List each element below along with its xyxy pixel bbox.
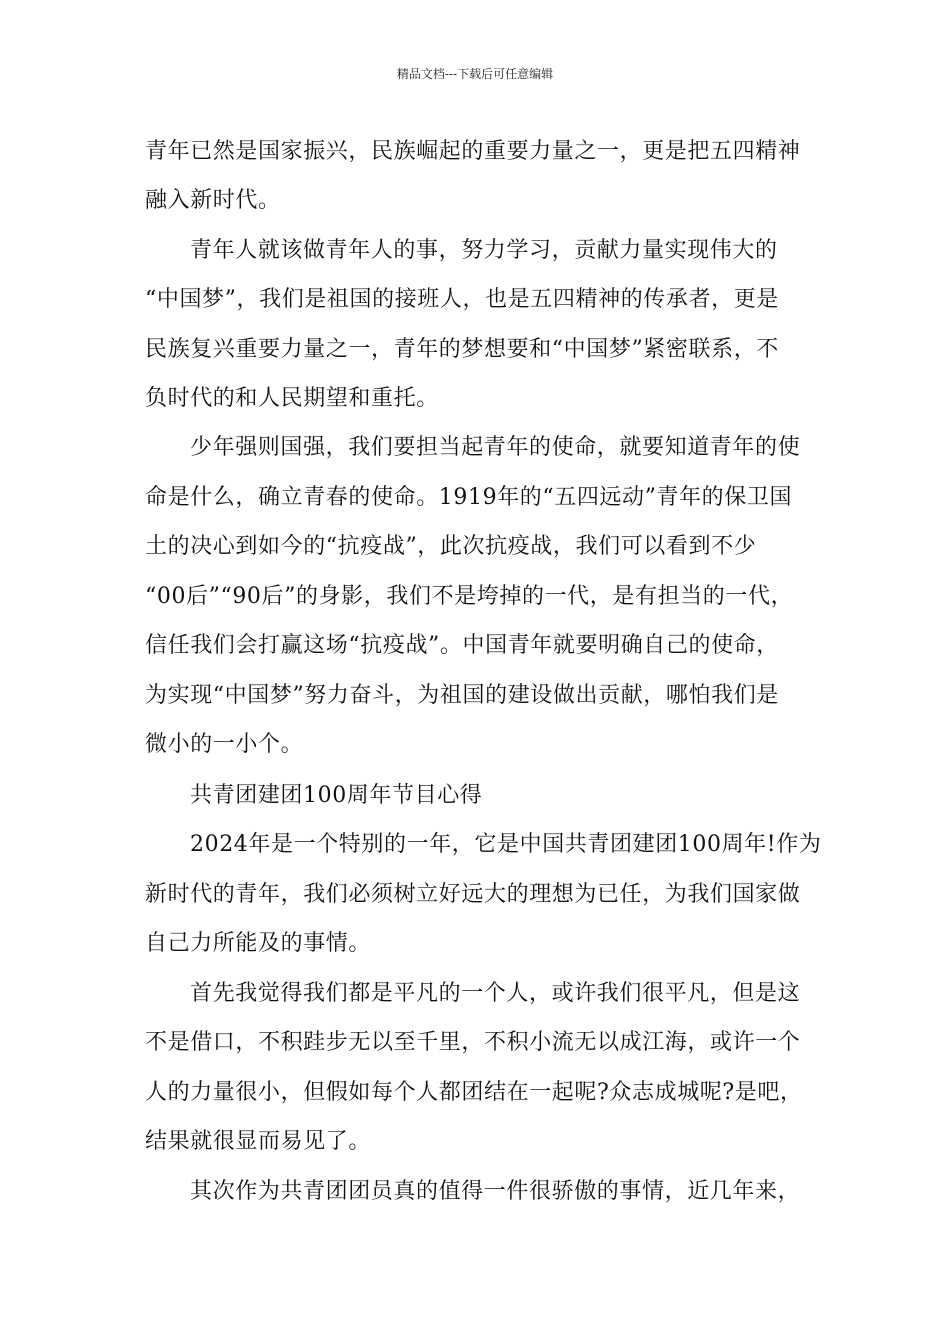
text-line: 2024年是一个特别的一年，它是中国共青团建团100周年!作为 xyxy=(190,832,822,857)
text-line: 融入新时代。 xyxy=(145,188,281,213)
text-line: 微小的一小个。 xyxy=(145,732,304,757)
text-line: 首先我觉得我们都是平凡的一个人，或许我们很平凡，但是这 xyxy=(190,981,801,1006)
text-line: 民族复兴重要力量之一，青年的梦想要和“中国梦”紧密联系，不 xyxy=(145,337,779,362)
text-line: 少年强则国强，我们要担当起青年的使命，就要知道青年的使 xyxy=(190,435,801,460)
text-line: 其次作为共青团团员真的值得一件很骄傲的事情，近几年来， xyxy=(190,1179,801,1204)
text-line: 青年人就该做青年人的事，努力学习，贡献力量实现伟大的 xyxy=(190,238,778,263)
text-line: “00后”“90后”的身影，我们不是垮掉的一代，是有担当的一代， xyxy=(145,584,794,609)
text-line: 为实现“中国梦”努力奋斗，为祖国的建设做出贡献，哪怕我们是 xyxy=(145,683,779,708)
text-line: 负时代的和人民期望和重托。 xyxy=(145,386,439,411)
text-line: 青年已然是国家振兴，民族崛起的重要力量之一，更是把五四精神 xyxy=(145,139,801,164)
text-line: 人的力量很小，但假如每个人都团结在一起呢?众志成城呢?是吧， xyxy=(145,1080,803,1105)
text-line: 新时代的青年，我们必须树立好远大的理想为已任，为我们国家做 xyxy=(145,882,801,907)
text-line: “中国梦”，我们是祖国的接班人，也是五四精神的传承者，更是 xyxy=(145,287,779,312)
text-line: 不是借口，不积跬步无以至千里，不积小流无以成江海，或许一个 xyxy=(145,1030,801,1055)
text-line: 信任我们会打赢这场“抗疫战”。中国青年就要明确自己的使命， xyxy=(145,633,779,658)
text-line: 土的决心到如今的“抗疫战”，此次抗疫战，我们可以看到不少 xyxy=(145,534,757,559)
page-header: 精品文档---下载后可任意编辑 xyxy=(396,67,554,81)
text-line: 命是什么，确立青春的使命。1919年的“五四远动”青年的保卫国 xyxy=(145,485,793,510)
text-line: 自己力所能及的事情。 xyxy=(145,931,372,956)
section-heading: 共青团建团100周年节目心得 xyxy=(190,783,483,808)
text-line: 结果就很显而易见了。 xyxy=(145,1129,372,1154)
